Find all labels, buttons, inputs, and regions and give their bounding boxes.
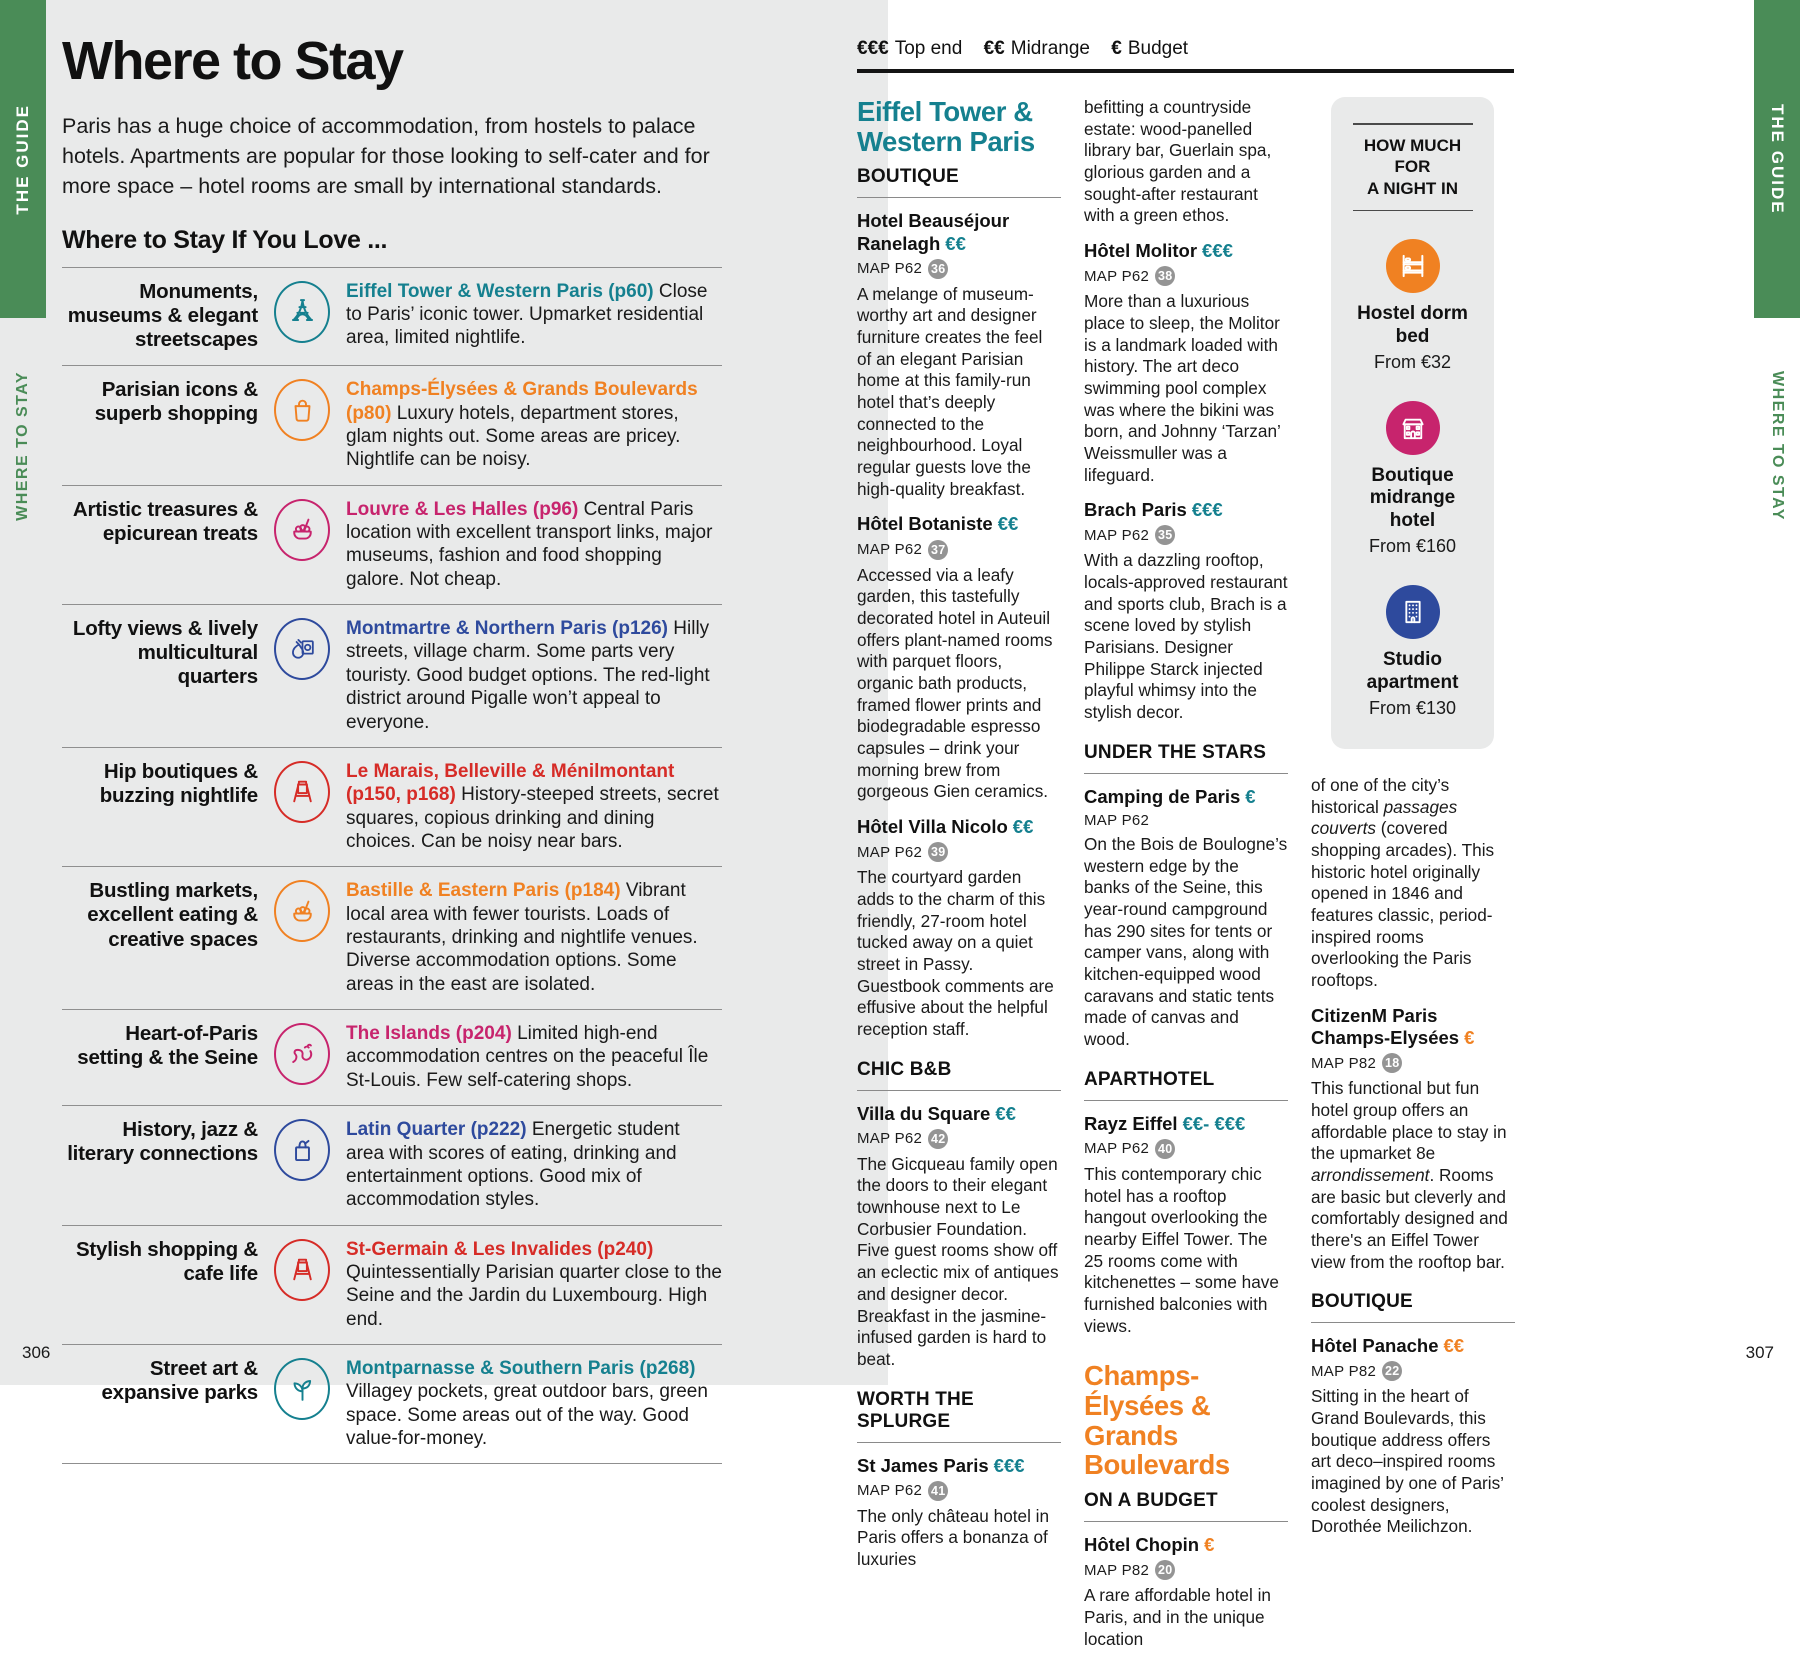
love-row-monuments	[62, 268, 722, 367]
hotel-price: €€	[997, 513, 1019, 535]
a-frame-sign-icon	[274, 761, 330, 823]
love-row-label: Parisian icons & superb shopping	[94, 378, 258, 426]
map-ref: MAP P62	[857, 260, 923, 278]
map-ref: MAP P62	[857, 1482, 923, 1500]
hotel-entry-camping-de-paris	[1084, 786, 1288, 1051]
hotel-entry-molitor	[1084, 240, 1288, 486]
love-row-label: Monuments, museums & elegant streetscapes	[67, 279, 258, 351]
hotel-name: Hôtel Chopin	[1084, 1534, 1200, 1556]
love-row-history-jazz	[62, 1106, 722, 1225]
section-header-under-the-stars: UNDER THE STARS	[1084, 742, 1288, 774]
hotel-name: Brach Paris	[1084, 499, 1187, 521]
love-row-label: Stylish shopping & cafe life	[75, 1237, 258, 1285]
hotel-name: Hôtel Villa Nicolo	[857, 816, 1008, 838]
map-badge: 37	[928, 540, 948, 560]
hotel-price: €€€	[993, 1454, 1025, 1476]
hotel-price: €€€	[1191, 499, 1223, 521]
guide-tab-left	[0, 0, 46, 318]
column-1	[857, 97, 1061, 1663]
boutique-hotel-icon	[1386, 401, 1440, 455]
region-heading-eiffel: Eiffel Tower & Western Paris	[857, 96, 1035, 157]
section-header-splurge: WORTH THE SPLURGE	[857, 1389, 1061, 1443]
night-cost-price: From €130	[1368, 698, 1457, 719]
hotel-price: €	[1464, 1027, 1475, 1048]
hotel-name: CitizenM Paris Champs-Elysées	[1311, 1004, 1460, 1048]
italic-term: arrondissement	[1311, 1164, 1430, 1185]
hotel-name: Rayz Eiffel	[1084, 1112, 1178, 1134]
hotel-name: Hôtel Molitor	[1084, 240, 1198, 262]
hotel-entry-panache	[1311, 1335, 1515, 1538]
love-row-lofty-views	[62, 605, 722, 748]
love-row-desc: Central Paris location with excellent transport links, major museums, fashion and food shopping galore. Not cheap.	[346, 498, 713, 590]
hotel-name: Villa du Square	[857, 1102, 991, 1124]
page-title: Where to Stay	[62, 31, 403, 91]
night-cost-price: From €32	[1373, 352, 1452, 373]
love-row-label: Hip boutiques & buzzing nightlife	[99, 759, 258, 808]
st-james-continuation: befitting a countryside estate: wood-panelled library bar, Guerlain spa, glorious garden and a sought-after restaurant with a green ethos.	[1084, 97, 1272, 226]
tote-bag-icon	[274, 1119, 330, 1181]
eiffel-tower-icon	[274, 281, 330, 343]
map-ref: MAP P62	[1084, 526, 1150, 544]
hotel-description: Accessed via a leafy garden, this tastefully decorated hotel in Auteuil offers plant-named rooms with parquet floors, organic bath products, framed flower prints and biodegradable espresso capsules – drink your morning brew from gorgeous Gien ceramics.	[857, 564, 1053, 802]
hotel-entry-botaniste	[857, 513, 1061, 803]
section-header-aparthotel: APARTHOTEL	[1084, 1069, 1288, 1101]
hotel-description: Sitting in the heart of Grand Boulevards, this boutique address offers art deco–inspired rooms imagined by one of Paris’ coolest designers, Dorothée Meilichzon.	[1311, 1386, 1504, 1537]
shopping-bag-icon	[274, 379, 330, 441]
love-table	[62, 267, 722, 1465]
love-row-label: Artistic treasures & epicurean treats	[72, 497, 258, 545]
hotel-name: Hotel Beauséjour Ranelagh	[857, 210, 1010, 254]
love-row-desc: History-steeped streets, secret squares, copious drinking and dining choices. Can be noisy near bars.	[346, 784, 719, 852]
hotel-description: This contemporary chic hotel has a rooftop hangout overlooking the nearby Eiffel Tower. The 25 rooms come with kitchenettes – some have furnished balconies with views.	[1084, 1163, 1279, 1336]
hotel-description: The Gicqueau family open the doors to their elegant townhouse next to Le Corbusier Foundation. Five guest rooms show off an eclectic mix of antiques and designer decor. Breakfast in the jasmine-infused garden is hard to beat.	[857, 1153, 1059, 1369]
hotel-price: €€	[1443, 1335, 1465, 1357]
price-symbol-top-end: €€€	[857, 38, 889, 59]
box-rule-top	[1353, 123, 1473, 125]
love-row-desc: Hilly streets, village charm. Some parts very touristy. Good budget options. The red-light district around Pigalle won’t appeal to everyone.	[346, 618, 710, 733]
hotel-description: More than a luxurious place to sleep, the Molitor is a landmark loaded with history. The art deco swimming pool complex was where the bikini was born, and Johnny ‘Tarzan’ Weissmuller was a lifeguard.	[1084, 291, 1281, 485]
hotel-entry-beausejour	[857, 210, 1061, 500]
intro-paragraph: Paris has a huge choice of accommodation, from hostels to palace hotels. Apartments are popular for those looking to self-cater and for more space – hotel rooms are small by international standards.	[62, 114, 710, 198]
map-badge: 18	[1382, 1053, 1402, 1073]
hotel-entry-chopin	[1084, 1534, 1288, 1650]
love-row-hip-boutiques	[62, 748, 722, 867]
right-page	[857, 38, 1514, 1663]
price-symbol-budget: €	[1111, 38, 1122, 59]
region-link: Montmartre & Northern Paris (p126)	[346, 618, 669, 640]
hotel-description: With a dazzling rooftop, locals-approved restaurant and sports club, Brach is a scene loved by stylish Parisians. Designer Philippe Starck injected playful whimsy into the stylish decor.	[1084, 550, 1288, 723]
hotel-name: Hôtel Panache	[1311, 1335, 1439, 1357]
how-much-box	[1331, 97, 1494, 749]
italic-term: passages couverts	[1311, 796, 1458, 839]
column-2	[1084, 97, 1288, 1663]
love-list-heading: Where to Stay If You Love ...	[62, 225, 388, 254]
how-much-box-title: HOW MUCH FOR A NIGHT IN	[1363, 135, 1462, 198]
hotel-name: Camping de Paris	[1084, 785, 1241, 807]
map-ref: MAP P62	[857, 1130, 923, 1148]
region-link: Bastille & Eastern Paris (p184)	[346, 880, 621, 902]
section-side-label-text: WHERE TO STAY	[1769, 371, 1786, 521]
river-icon	[274, 1023, 330, 1085]
price-symbol-midrange: €€	[983, 38, 1005, 59]
map-ref: MAP P62	[1084, 812, 1150, 830]
love-row-desc: Villagey pockets, great outdoor bars, green space. Some areas out of the way. Good value-for-money.	[346, 1381, 708, 1450]
price-key	[857, 38, 1514, 60]
love-row-markets	[62, 867, 722, 1010]
hotel-price: €€	[1012, 816, 1034, 838]
region-link: Louvre & Les Halles (p96)	[346, 498, 579, 520]
region-heading-champs-elysees: Champs-Élysées & Grands Boulevards	[1084, 1360, 1230, 1481]
price-label-top-end: Top end	[894, 38, 963, 59]
column-3	[1311, 97, 1515, 1663]
map-ref: MAP P82	[1311, 1362, 1377, 1380]
section-side-label-right	[1754, 326, 1800, 566]
hotel-entry-villa-nicolo	[857, 816, 1061, 1041]
hotel-entry-brach	[1084, 499, 1288, 724]
region-link: Champs-Élysées & Grands Boulevards (p80)	[346, 379, 698, 424]
night-cost-boutique-hotel	[1347, 401, 1478, 557]
love-row-desc: Vibrant local area with fewer tourists. Loads of restaurants, drinking and nightlife venues. Diverse accommodation options. Some areas in the east are isolated.	[346, 880, 698, 995]
love-row-shopping	[62, 366, 722, 485]
hotel-description: This functional but fun hotel group offers an affordable place to stay in the upmarket 8e arrondissement. Rooms are basic but cleverly and comfortably designed and there's an Eiffel Tower view from the rooftop bar.	[1311, 1078, 1508, 1272]
hotel-description: The courtyard garden adds to the charm of this friendly, 27-room hotel tucked away on a quiet street in Passy. Guestbook comments are effusive about the helpful reception staff.	[857, 867, 1054, 1039]
love-row-seine	[62, 1010, 722, 1106]
region-link: Montparnasse & Southern Paris (p268)	[346, 1358, 696, 1380]
hotel-price: €€	[945, 232, 966, 254]
map-badge: 39	[928, 842, 948, 862]
dessert-bowl-icon	[274, 499, 330, 561]
hotel-entry-villa-du-square	[857, 1103, 1061, 1371]
map-ref: MAP P62	[1084, 267, 1150, 285]
map-ref: MAP P62	[857, 541, 923, 559]
hotel-entry-rayz-eiffel	[1084, 1113, 1288, 1338]
dessert-bowl-icon	[274, 880, 330, 942]
night-cost-hostel	[1347, 239, 1478, 373]
love-row-label: Heart-of-Paris setting & the Seine	[77, 1022, 258, 1070]
plant-icon	[274, 1358, 330, 1420]
box-rule-bottom	[1353, 210, 1473, 212]
hotel-description: A melange of museum-worthy art and designer furniture creates the feel of an elegant Parisian home at this family-run hotel that’s deeply connected to the neighbourhood. Loyal regular guests love the high-quality breakfast.	[857, 283, 1043, 499]
section-side-label-left	[0, 326, 46, 566]
love-row-desc: Quintessentially Parisian quarter close to the Seine and the Jardin du Luxembourg. High end.	[346, 1261, 722, 1330]
map-badge: 38	[1155, 266, 1175, 286]
section-header-chic-bb: CHIC B&B	[857, 1059, 1061, 1091]
region-link: St-Germain & Les Invalides (p240)	[346, 1238, 654, 1260]
hotel-price: €€- €€€	[1182, 1112, 1246, 1134]
map-badge: 42	[928, 1129, 948, 1149]
hotel-price: €	[1245, 785, 1256, 807]
guide-tab-label: THE GUIDE	[13, 103, 32, 215]
love-row-label: Street art & expansive parks	[101, 1357, 258, 1405]
price-label-budget: Budget	[1127, 38, 1189, 59]
hotel-name: St James Paris	[857, 1454, 989, 1476]
region-link: The Islands (p204)	[346, 1023, 512, 1045]
chopin-continuation: of one of the city’s historical passages couverts (covered shopping arcades). This historic hotel originally opened in 1846 and features classic, period-inspired rooms overlooking the Paris rooftops.	[1311, 775, 1495, 991]
map-ref: MAP P82	[1311, 1054, 1377, 1072]
section-header-on-a-budget: ON A BUDGET	[1084, 1490, 1288, 1522]
hotel-entry-citizenm	[1311, 1005, 1515, 1273]
a-frame-sign-icon	[274, 1239, 330, 1301]
section-side-label-text: WHERE TO STAY	[14, 371, 31, 521]
night-cost-price: From €160	[1368, 536, 1457, 557]
map-badge: 35	[1155, 525, 1175, 545]
map-badge: 36	[928, 259, 948, 279]
love-row-label: History, jazz & literary connections	[67, 1118, 258, 1166]
love-row-stylish-shopping	[62, 1226, 722, 1345]
hotel-name: Hôtel Botaniste	[857, 513, 993, 535]
love-row-street-art	[62, 1345, 722, 1464]
hotel-price: €€	[995, 1102, 1016, 1124]
night-cost-studio-apartment	[1347, 585, 1478, 719]
map-badge: 40	[1155, 1139, 1175, 1159]
map-ref: MAP P62	[1084, 1140, 1150, 1158]
love-row-label: Lofty views & lively multicultural quarters	[72, 617, 258, 689]
love-row-label: Bustling markets, excellent eating & creative spaces	[87, 879, 258, 951]
love-row-desc: Energetic student area with scores of eating, drinking and entertainment options. Good mix of accommodation styles.	[346, 1119, 680, 1211]
map-badge: 22	[1382, 1361, 1402, 1381]
apartment-building-icon	[1386, 585, 1440, 639]
love-row-desc: Luxury hotels, department stores, glam nights out. Some areas are pricey. Nightlife can be noisy.	[346, 402, 681, 471]
page-number-right: 307	[1745, 1343, 1774, 1362]
map-ref: MAP P62	[857, 843, 923, 861]
bunk-bed-icon	[1386, 239, 1440, 293]
love-row-artistic	[62, 486, 722, 605]
region-link: Latin Quarter (p222)	[346, 1119, 527, 1141]
region-link: Eiffel Tower & Western Paris (p60)	[346, 280, 654, 302]
header-rule	[857, 69, 1514, 73]
guide-tab-right	[1754, 0, 1800, 318]
hotel-price: €€€	[1202, 240, 1233, 262]
page-number-left: 306	[22, 1343, 51, 1362]
section-header-boutique: BOUTIQUE	[857, 166, 1061, 198]
section-header-boutique-2: BOUTIQUE	[1311, 1291, 1515, 1323]
hotel-price: €	[1204, 1534, 1215, 1556]
hotel-description: The only château hotel in Paris offers a bonanza of luxuries	[857, 1505, 1050, 1570]
map-badge: 20	[1155, 1560, 1175, 1580]
price-label-midrange: Midrange	[1010, 38, 1090, 59]
night-cost-label: Studio apartment	[1366, 649, 1459, 693]
guitar-painting-icon	[274, 618, 330, 680]
night-cost-label: Boutique midrange hotel	[1369, 465, 1456, 531]
map-ref: MAP P82	[1084, 1561, 1150, 1579]
love-row-desc: Close to Paris’ iconic tower. Upmarket residential area, limited nightlife.	[346, 280, 708, 349]
hotel-entry-st-james	[857, 1455, 1061, 1571]
region-link: Le Marais, Belleville & Ménilmontant (p150, p168)	[346, 760, 675, 806]
night-cost-label: Hostel dorm bed	[1357, 303, 1468, 347]
left-page	[62, 30, 722, 1464]
guide-tab-label: THE GUIDE	[1768, 103, 1787, 215]
hotel-description: A rare affordable hotel in Paris, and in the unique location	[1084, 1585, 1271, 1649]
love-row-desc: Limited high-end accommodation centres on the peaceful Île St-Louis. Few self-catering shops.	[346, 1023, 709, 1091]
hotel-description: On the Bois de Boulogne’s western edge by the banks of the Seine, this year-round campground has 290 sites for tents or camper vans, along with kitchen-equipped wood caravans and static tents made of canvas and wood.	[1084, 834, 1288, 1050]
map-badge: 41	[928, 1481, 948, 1501]
